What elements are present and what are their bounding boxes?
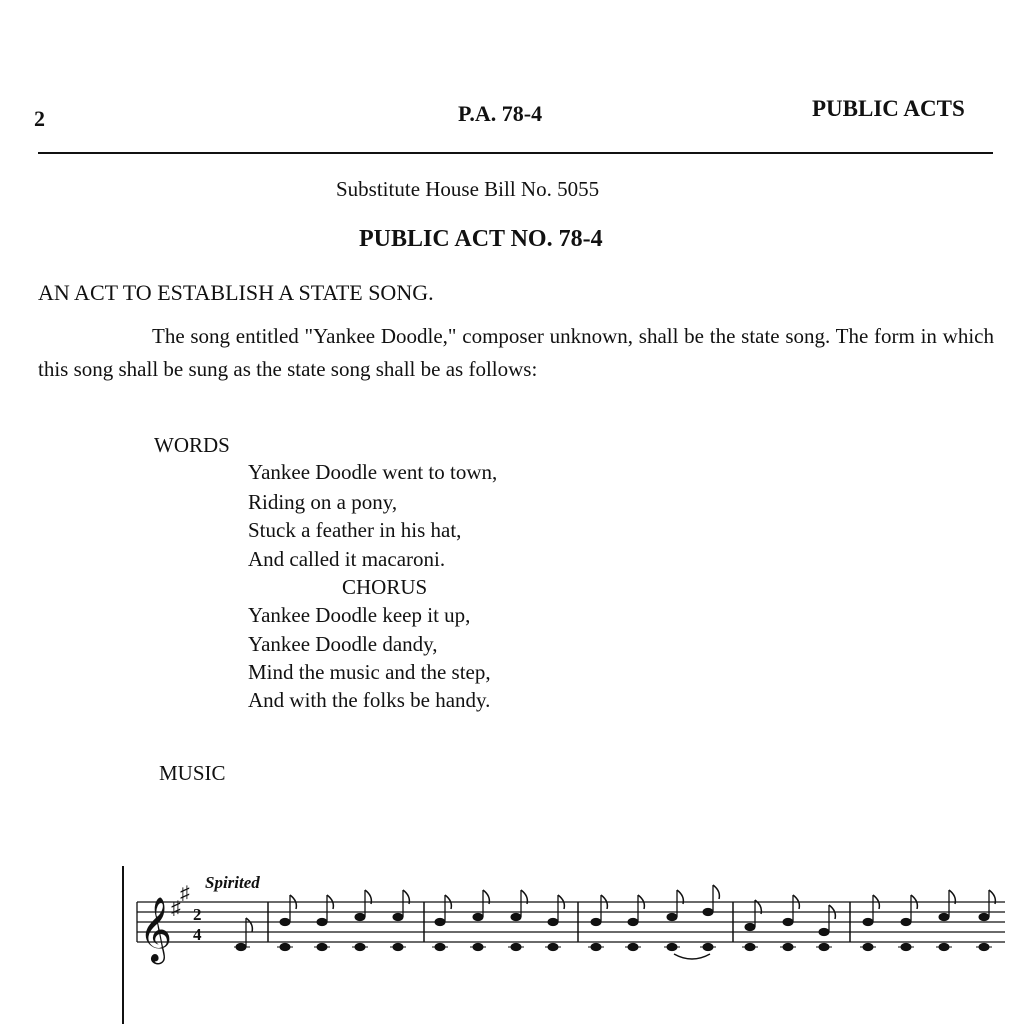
note-flag xyxy=(713,885,719,899)
substitute-bill-title: Substitute House Bill No. 5055 xyxy=(336,177,600,201)
verse-line: And called it macaroni. xyxy=(248,547,446,571)
verse-line: Stuck a feather in his hat, xyxy=(248,518,462,542)
act-heading: AN ACT TO ESTABLISH A STATE SONG. xyxy=(38,280,434,305)
note-head xyxy=(548,918,558,925)
note-head xyxy=(473,913,483,920)
act-body xyxy=(38,320,994,386)
staff xyxy=(137,902,1005,942)
note-head xyxy=(435,918,445,925)
public-act-title: PUBLIC ACT NO. 78-4 xyxy=(359,226,603,252)
words-label: WORDS xyxy=(154,433,230,457)
note-head xyxy=(783,918,793,925)
verse-line: Riding on a pony, xyxy=(248,490,398,514)
sharp-icon: ♯ xyxy=(180,883,190,904)
page-number: 2 xyxy=(34,106,45,131)
note-head xyxy=(355,913,365,920)
note-head xyxy=(819,928,829,935)
music-label: MUSIC xyxy=(159,761,226,785)
note-head xyxy=(745,923,755,930)
note-head xyxy=(863,918,873,925)
treble-clef-icon: 𝄞 xyxy=(139,899,173,961)
note-head xyxy=(591,918,601,925)
act-reference: P.A. 78-4 xyxy=(458,101,543,126)
note-head xyxy=(393,913,403,920)
note-head xyxy=(317,918,327,925)
verse-line: Yankee Doodle went to town, xyxy=(248,460,498,484)
note-head xyxy=(703,908,713,915)
act-body-text: The song entitled "Yankee Doodle," composer unknown, shall be the state song. The form in which this song shall be sung as the state song shall be as follows: xyxy=(38,324,994,381)
sharp-icon: ♯ xyxy=(171,898,181,919)
header-rule xyxy=(38,152,993,154)
note-head xyxy=(939,913,949,920)
note-head xyxy=(628,918,638,925)
time-signature-bottom: 4 xyxy=(193,925,202,944)
chorus-label: CHORUS xyxy=(342,575,428,599)
pickup-note xyxy=(234,918,252,951)
note-head xyxy=(511,913,521,920)
note-head xyxy=(979,913,989,920)
tie xyxy=(674,954,710,959)
chorus-line: Yankee Doodle dandy, xyxy=(248,632,438,656)
chorus-line: Yankee Doodle keep it up, xyxy=(248,603,471,627)
sheet-music xyxy=(0,844,1024,1024)
chorus-line: Mind the music and the step, xyxy=(248,660,491,684)
tempo-marking: Spirited xyxy=(205,873,260,892)
section-title: PUBLIC ACTS xyxy=(812,96,965,121)
note-head xyxy=(901,918,911,925)
chorus-line: And with the folks be handy. xyxy=(248,688,491,712)
note-head xyxy=(667,913,677,920)
time-signature-top: 2 xyxy=(193,905,202,924)
note-head xyxy=(280,918,290,925)
